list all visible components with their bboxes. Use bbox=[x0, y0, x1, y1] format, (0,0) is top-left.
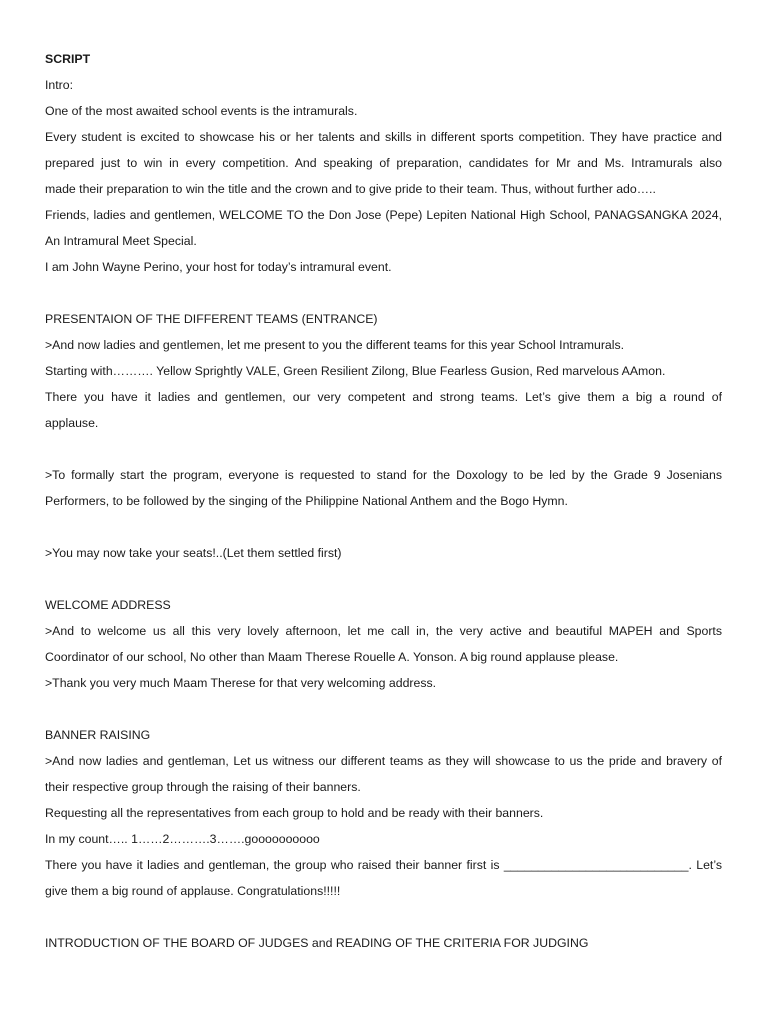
intro-line-4: made their preparation to win the title and the crown and to give pride to their team. Thus, without further ado….. bbox=[45, 182, 656, 196]
document-title: SCRIPT bbox=[45, 52, 91, 66]
banner-line-6: give them a big round of applause. Congratulations!!!!! bbox=[45, 884, 341, 898]
banner-line-2: their respective group through the raising of their banners. bbox=[45, 780, 361, 794]
banner-line-1: >And now ladies and gentleman, Let us witness our different teams as they will showcase to us the pride and bravery of bbox=[45, 754, 722, 768]
banner-line-3: Requesting all the representatives from each group to hold and be ready with their banners. bbox=[45, 806, 544, 820]
teams-line-3: There you have it ladies and gentlemen, our very competent and strong teams. Let’s give them a big a round of bbox=[45, 390, 722, 404]
intro-line-3: prepared just to win in every competition. And speaking of preparation, candidates for Mr and Ms. Intramurals also bbox=[45, 156, 722, 170]
spacer bbox=[45, 904, 722, 930]
spacer bbox=[45, 514, 722, 540]
spacer bbox=[45, 696, 722, 722]
welcome-heading: WELCOME ADDRESS bbox=[45, 598, 171, 612]
program-start-line-1: >To formally start the program, everyone is requested to stand for the Doxology to be led by the Grade 9 Josenians bbox=[45, 468, 722, 482]
welcome-line-2: Coordinator of our school, No other than Maam Therese Rouelle A. Yonson. A big round applause please. bbox=[45, 650, 619, 664]
teams-line-1: >And now ladies and gentlemen, let me present to you the different teams for this year School Intramurals. bbox=[45, 338, 625, 352]
intro-line-6: An Intramural Meet Special. bbox=[45, 234, 197, 248]
intro-line-2: Every student is excited to showcase his or her talents and skills in different sports competition. They have practice and bbox=[45, 130, 722, 144]
spacer bbox=[45, 566, 722, 592]
intro-label: Intro: bbox=[45, 78, 74, 92]
document-page bbox=[45, 46, 722, 956]
welcome-line-3: >Thank you very much Maam Therese for that very welcoming address. bbox=[45, 676, 437, 690]
intro-line-7: I am John Wayne Perino, your host for today’s intramural event. bbox=[45, 260, 392, 274]
welcome-line-1: >And to welcome us all this very lovely afternoon, let me call in, the very active and beautiful MAPEH and Sports bbox=[45, 624, 722, 638]
banner-heading: BANNER RAISING bbox=[45, 728, 151, 742]
spacer bbox=[45, 280, 722, 306]
teams-line-4: applause. bbox=[45, 416, 99, 430]
seats-line: >You may now take your seats!..(Let them settled first) bbox=[45, 546, 342, 560]
teams-heading: PRESENTAION OF THE DIFFERENT TEAMS (ENTRANCE) bbox=[45, 312, 378, 326]
judges-heading: INTRODUCTION OF THE BOARD OF JUDGES and READING OF THE CRITERIA FOR JUDGING bbox=[45, 936, 589, 950]
intro-line-1: One of the most awaited school events is the intramurals. bbox=[45, 104, 358, 118]
program-start-line-2: Performers, to be followed by the singing of the Philippine National Anthem and the Bogo Hymn. bbox=[45, 494, 568, 508]
banner-line-4: In my count….. 1……2……….3…….goooooooooo bbox=[45, 832, 320, 846]
banner-line-5: There you have it ladies and gentleman, the group who raised their banner first is ___________________________. Let’s bbox=[45, 858, 722, 872]
spacer bbox=[45, 436, 722, 462]
intro-line-5: Friends, ladies and gentlemen, WELCOME TO the Don Jose (Pepe) Lepiten National High School, PANAGSANGKA 2024, bbox=[45, 208, 722, 222]
teams-line-2: Starting with………. Yellow Sprightly VALE, Green Resilient Zilong, Blue Fearless Gusion, Red marvelous AAmon. bbox=[45, 364, 666, 378]
